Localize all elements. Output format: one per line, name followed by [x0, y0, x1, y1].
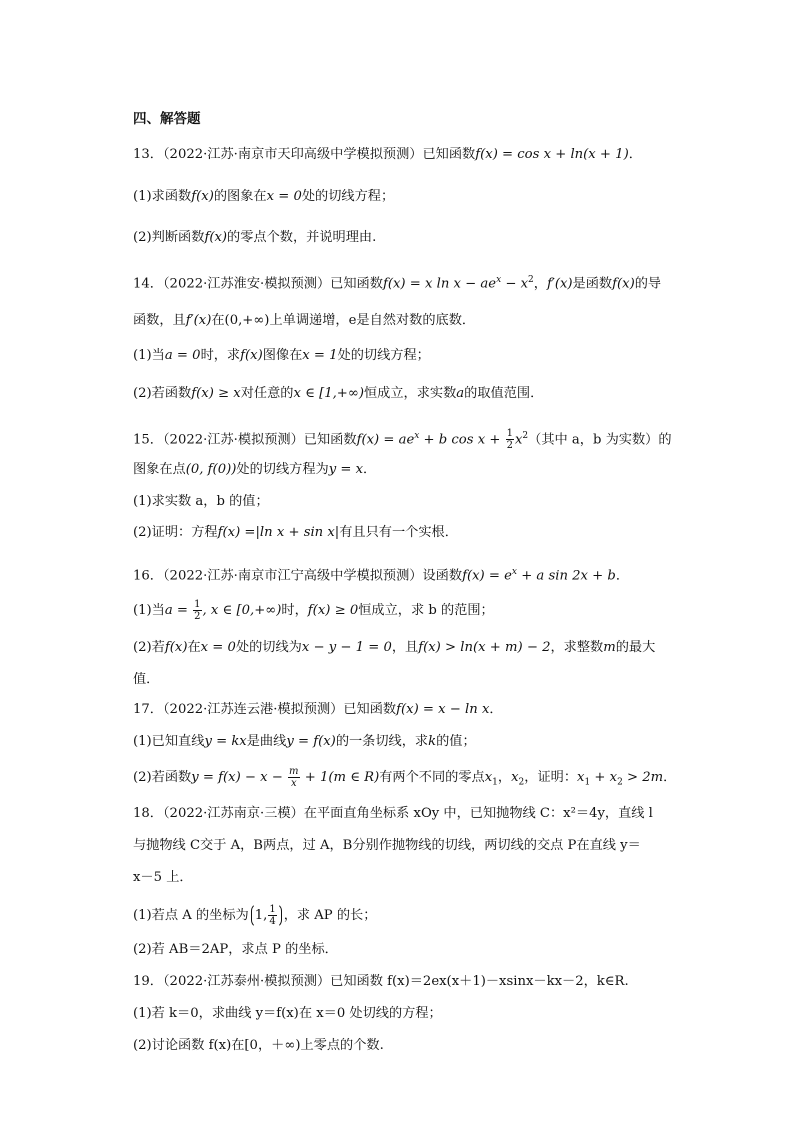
problem-13-part-2: (2)判断函数f(x)的零点个数，并说明理由.	[133, 230, 377, 245]
problem-18-statement-end: x－5 上．	[133, 870, 193, 885]
problem-15-part-2: (2)证明：方程f(x) =|ln x + sin x|有且只有一个实根．	[133, 525, 458, 540]
problem-14-part-2: (2)若函数f(x) ≥ x对任意的x ∈ [1,+∞)恒成立，求实数a的取值范围．	[133, 386, 544, 401]
problem-14-part-1: (1)当a = 0时，求f(x)图像在x = 1处的切线方程；	[133, 348, 430, 363]
problem-13-part-1: (1)求函数f(x)的图象在x = 0处的切线方程；	[133, 189, 395, 204]
fraction-one-half: $\frac{1}{2}$	[194, 599, 201, 622]
problem-17-statement: 17．（2022·江苏连云港·模拟预测）已知函数f(x) = x − ln x．	[133, 702, 503, 717]
problem-15-part-1: (1)求实数 a，b 的值；	[133, 494, 269, 509]
problem-14-statement: 14．（2022·江苏淮安·模拟预测）已知函数f(x) = x $\ln x - ae^x - x^2$，f′(x)是函数f(x)的导	[133, 275, 662, 292]
problem-19-part-2: (2)讨论函数 f(x)在[0，＋∞)上零点的个数.	[133, 1038, 384, 1053]
fraction-one-half: $\frac{1}{2}$	[506, 428, 513, 452]
problem-16-statement: 16．（2022·江苏·南京市江宁高级中学模拟预测）设函数$f(x) = e^x + a$ sin 2x + b．	[133, 567, 630, 584]
problem-13-statement: 13．（2022·江苏·南京市天印高级中学模拟预测）已知函数f(x) = cos x + ln(x + 1)．	[133, 147, 642, 162]
problem-14-statement-cont: 函数，且f′(x)在(0,+∞)上单调递增，e是自然对数的底数．	[133, 313, 476, 328]
problem-18-part-2: (2)若 AB＝2AP，求点 P 的坐标．	[133, 942, 338, 957]
problem-19-statement: 19．（2022·江苏泰州·模拟预测）已知函数 f(x)＝2ex(x＋1)－xsinx－kx－2，k∈R.	[133, 974, 629, 989]
problem-17-part-1: (1)已知直线y = kx是曲线y = f(x)的一条切线，求k的值；	[133, 734, 476, 749]
problem-16-part-2: (2)若f(x)在x = 0处的切线为x − y − 1 = 0，且f(x) > ln(x + m) − 2，求整数m的最大	[133, 640, 656, 655]
problem-15-statement-cont: 图象在点(0, f(0))处的切线方程为y = x．	[133, 462, 377, 477]
point-coordinates: 1, $\frac{1}{4}$	[251, 903, 282, 928]
fraction-m-over-x: $\frac{m}{x}$	[289, 766, 299, 789]
problem-18-part-1: (1)若点 A 的坐标为 1, $\frac{1}{4}$ ，求 AP 的长；	[133, 904, 377, 927]
problem-16-part-1: (1)当a = $\frac{1}{2}$ , x ∈ [0,+∞)时，f(x) ≥ 0恒成立，求 b 的范围；	[133, 599, 494, 622]
fraction-one-quarter: $\frac{1}{4}$	[269, 904, 276, 927]
problem-18-statement-cont: 与抛物线 C交于 A，B两点，过 A，B分别作抛物线的切线，两切线的交点 P在直线 y＝	[133, 838, 641, 853]
problem-15-statement: 15．（2022·江苏·模拟预测）已知函数$f(x) = ae^x + b$ cos x + $\frac{1}{2}$ $x^2$（其中 a，b 为实数）的	[133, 428, 672, 452]
problem-17-part-2: (2)若函数y = f(x) − x − $\frac{m}{x}$ + 1(m ∈ R)有两个不同的零点$x_1$，$x_2$，证明：$x_1 + x_2 > 2m$．	[133, 766, 677, 789]
problem-18-statement: 18．（2022·江苏南京·三模）在平面直角坐标系 xOy 中，已知抛物线 C：x²＝4y，直线 l	[133, 806, 653, 821]
problem-16-part-2-cont: 值．	[133, 672, 160, 687]
problem-19-part-1: (1)若 k＝0，求曲线 y＝f(x)在 x＝0 处切线的方程；	[133, 1006, 442, 1021]
section-title: 四、解答题	[133, 111, 201, 127]
